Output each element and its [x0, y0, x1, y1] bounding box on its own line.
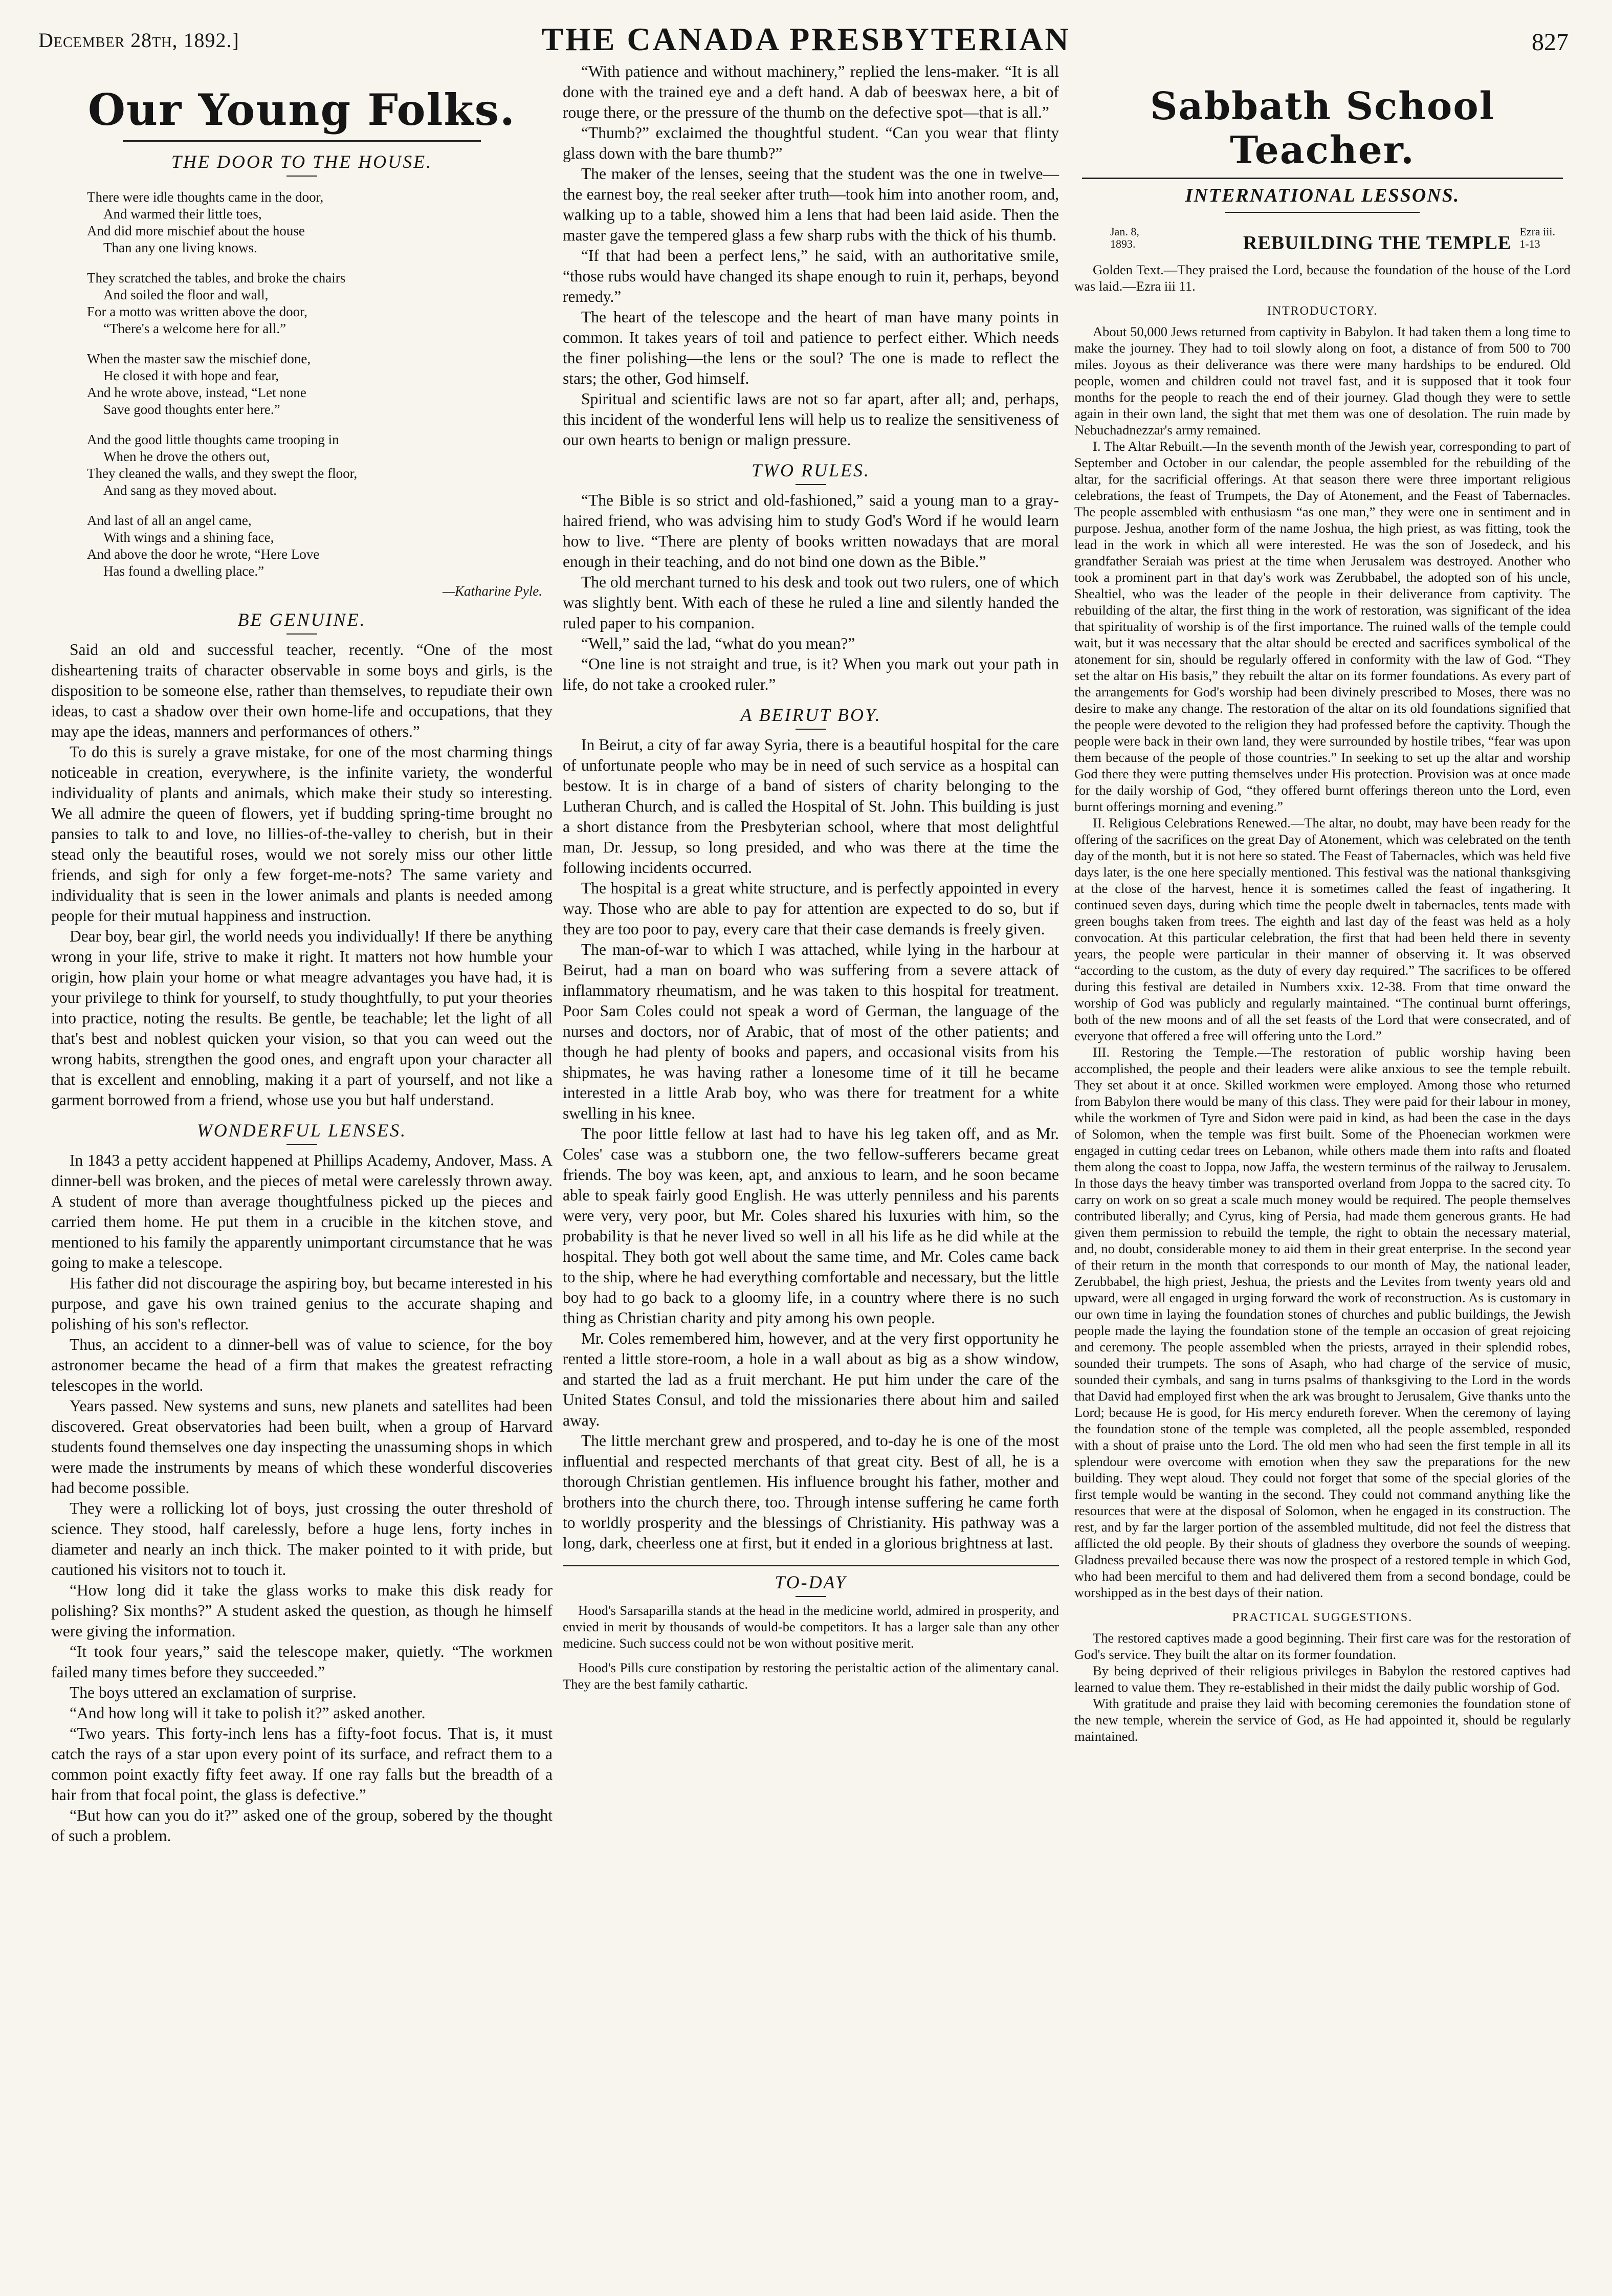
lesson-date-line: Jan. 8,	[1110, 225, 1139, 238]
poem-line: For a motto was written above the door,	[87, 304, 307, 319]
poem-line: And last of all an angel came,	[87, 513, 252, 528]
paragraph: His father did not discourage the aspiring boy, but became interested in his purpose, and gave his own trained genius to the accurate shaping and polishing of his son's reflector.	[51, 1274, 553, 1333]
paragraph: “Two years. This forty-inch lens has a fifty-foot focus. That is, it must catch the rays of a star upon every point of its surface, and refract them to a common point exactly fifty feet away. If one ray falls but the breadth of a hair from that focal point, the glass is defective.”	[51, 1724, 553, 1804]
poem-line: They cleaned the walls, and they swept the floor,	[87, 466, 358, 481]
poem-line: He closed it with hope and fear,	[103, 368, 279, 383]
paragraph: The man-of-war to which I was attached, while lying in the harbour at Beirut, had a man on board who was suffering from a severe attack of inflammatory rheumatism, and he was taken to this hospital for treatment. Poor Sam Coles could not speak a word of German, the language of the nurses and doctors, nor of Arabic, that of most of the other patients; and though he had plenty of books and papers, and occasional visits from his shipmates, he was having rather a lonesome time of it till he became interested in a little Arab boy, who was there for treatment for a white swelling in his knee.	[563, 941, 1059, 1122]
article-body	[563, 735, 1059, 1554]
paragraph: I. The Altar Rebuilt.—In the seventh month of the Jewish year, corresponding to part of September and October in our calendar, the people assembled for the rebuilding of the altar, for the sacrificial offerings. At that season there were three important religious celebrations, the feast of Trumpets, the Day of Atonement, and the Feast of Tabernacles. The people assembled with enthusiasm “as one man,” they were one in sentiment and in purpose. Jeshua, another form of the name Joshua, the high priest, as was fitting, took the lead in the work in which all were interested. He was the son of Josedeck, and his grandfather Seraiah was priest at the time when Jerusalem was destroyed. Another who took a prominent part in that day's work was Zerubbabel, the adopted son of his uncle, Shealtiel, who was the leader of the people in their deliverance from captivity. The rebuilding of the altar, the first thing in the work of restoration, was significant of the idea that spirituality of worship is of the first importance. The ruined walls of the temple could wait, but it was necessary that the altar should be erected and sacrifices symbolical of the atonement for sin, should be regularly offered in conformity with the law of God. “They set the altar on His basis,” they rebuilt the altar on its former foundations. As every part of the arrangements for God's worship had been divinely prescribed to Moses, there was no desire to make any change. The restoration of the altar on its old foundations signified that the people were devoted to the religion they had professed before the captivity. Though the people were back in their own land, they were surrounded by hostile tribes, “fear was upon them because of the people of those countries.” In seeking to set up the altar and worship God there they were putting themselves under His protection. Provision was at once made for the daily worship of God, “they offered burnt offerings thereon unto the Lord, even burnt offerings morning and evening.”	[1074, 439, 1571, 814]
poem-line: Than any one living knows.	[103, 240, 257, 255]
stanza	[87, 431, 553, 499]
paragraph: II. Religious Celebrations Renewed.—The altar, no doubt, may have been ready for the offering of the sacrifices on the great Day of Atonement, which was celebrated on the tenth day of the month, but it is not here so stated. The Feast of Tabernacles, which was held five days later, is the one here specially mentioned. This festival was the national thanksgiving at the close of the harvest, hence it is sometimes called the feast of ingathering. It continued seven days, during which time the people dwelt in tabernacles, tents made with green boughs taken from trees. The eighth and last day of the feast was held as a holy convocation. At this particular celebration, the first that had been held there in seventy years, the people were particular in their manner of observing it. It was observed “according to the custom, as the duty of every day required.” The sacrifices to be offered during this festival are detailed in Numbers xxix. 12-38. From that time onward the worship of God was publicly and regularly maintained. “The continual burnt offerings, both of the new moons and of all the set feasts of the Lord that were consecrated, and of everyone that offered a free will offering unto the Lord.”	[1074, 815, 1571, 1043]
section-title: A BEIRUT BOY.	[740, 705, 881, 725]
poem-line: When the master saw the mischief done,	[87, 351, 311, 366]
paragraph: Dear boy, bear girl, the world needs you individually! If there be anything wrong in your life, strive to make it right. It matters not how humble your origin, how plain your home or what meagre advantages you have had, it is your privilege to think for yourself, to study thoughtfully, to put your theories into practice, noting the results. Be gentle, be teachable; let the light of all that's best and noblest quicken your vision, so that you can weed out the wrong habits, strengthen the good ones, and engraft upon your character all that is excellent and ennobling, making it a part of yourself, and not like a garment borrowed from a friend, whose use you but half understand.	[51, 927, 553, 1109]
lesson-date-line: 1893.	[1110, 237, 1136, 250]
poem-line: And the good little thoughts came trooping in	[87, 432, 339, 447]
paragraph: Spiritual and scientific laws are not so far apart, after all; and, perhaps, this incident of the wonderful lens will help us to realize the sensitiveness of our own hearts to benign or malign pressure.	[563, 390, 1059, 449]
paragraph: The poor little fellow at last had to have his leg taken off, and as Mr. Coles' case was a stubborn one, the two fellow-sufferers became great friends. The boy was keen, apt, and anxious to learn, and he soon became able to speak fairly good English. He was utterly penniless and his parents were very, very poor, but Mr. Coles shared his luxuries with him, so the probability is that he never lived so well in all his life as he did while at the hospital. They both got well about the same time, and Mr. Coles came back to the ship, where he had everything comfortable and necessary, but the little boy had to go back to a gloomy life, in a country where there is no such thing as Christian charity and pity among his own people.	[563, 1125, 1059, 1327]
divider	[796, 484, 826, 485]
poem-line: And warmed their little toes,	[103, 206, 262, 222]
poem-author: —Katharine Pyle.	[443, 583, 542, 599]
poem-line: Save good thoughts enter here.”	[103, 402, 280, 417]
stanza	[87, 270, 553, 337]
poem-line: “There's a welcome here for all.”	[103, 321, 286, 336]
lesson-date	[1110, 226, 1139, 250]
paragraph: The boys uttered an exclamation of surprise.	[70, 1683, 357, 1701]
poem-line: And did more mischief about the house	[87, 223, 305, 238]
divider	[1225, 212, 1420, 213]
lesson-reference	[1519, 226, 1555, 250]
paragraph: “The Bible is so strict and old-fashioned,” said a young man to a gray-haired friend, who was advising him to study God's Word if he would learn how to live. “There are plenty of books written nowadays that are moral enough in their teaching, and do not bind one down as the Bible.”	[563, 491, 1059, 571]
subsection-title: PRACTICAL SUGGESTIONS.	[1232, 1611, 1413, 1624]
paragraph: By being deprived of their religious privileges in Babylon the restored captives had learned to value them. They re-established in their midst the daily public worship of God.	[1074, 1663, 1571, 1695]
paragraph: “And how long will it take to polish it?” asked another.	[70, 1704, 426, 1722]
poem	[87, 189, 553, 600]
divider	[286, 176, 317, 177]
divider	[286, 1144, 317, 1145]
divider	[796, 1596, 826, 1597]
poem-line: And he wrote above, instead, “Let none	[87, 385, 306, 400]
practical-suggestions	[1074, 1630, 1571, 1744]
poem-line: With wings and a shining face,	[103, 530, 274, 545]
advertisement	[563, 1602, 1059, 1692]
sabbath-school-masthead: Sabbath School Teacher.	[1150, 84, 1495, 172]
paragraph: To do this is surely a grave mistake, for one of the most charming things noticeable in creation, everywhere, is the infinite variety, the wonderful individuality of plants and animals, which make their study so interesting. We all admire the queen of flowers, yet if budding spring-time brought no pansies to talk to and love, no lillies-of-the-valley to cherish, but in their stead only the beautiful roses, would we not sorely miss our other little friends, and sigh for only a few forget-me-nots? The same variety and individuality that is seen in the lower animals and plants is needed among people for their mutual happiness and instruction.	[51, 743, 553, 925]
newspaper-title: THE CANADA PRESBYTERIAN	[541, 21, 1071, 57]
paragraph: Hood's Pills cure constipation by restoring the peristaltic action of the alimentary canal. They are the best family cathartic.	[563, 1660, 1059, 1692]
paragraph: Golden Text.—They praised the Lord, because the foundation of the house of the Lord was laid.—Ezra iii 11.	[1074, 262, 1571, 294]
paragraph: Thus, an accident to a dinner-bell was of value to science, for the boy astronomer became the head of a firm that makes the greatest refracting telescopes in the world.	[51, 1336, 553, 1394]
young-folks-masthead: Our Young Folks.	[87, 84, 516, 135]
paragraph: “How long did it take the glass works to make this disk ready for polishing? Six months?” A student asked the question, as though he himself were giving the information.	[51, 1581, 553, 1640]
section-title: WONDERFUL LENSES.	[196, 1120, 407, 1141]
article-body	[563, 490, 1059, 695]
poem-line: They scratched the tables, and broke the chairs	[87, 270, 346, 286]
paragraph: In 1843 a petty accident happened at Phillips Academy, Andover, Mass. A dinner-bell was broken, and the pieces of metal were carelessly thrown away. A student of more than average thoughtfulness picked up the pieces and carried them home. He put them in a crucible in the kitchen stove, and mentioned to his family the apparently unimportant circumstance that he was going to make a telescope.	[51, 1151, 553, 1272]
stanza	[87, 512, 553, 580]
divider	[286, 633, 317, 635]
lesson-heading	[1074, 226, 1571, 261]
paragraph: “But how can you do it?” asked one of the group, sobered by the thought of such a problem.	[51, 1806, 553, 1845]
poem-line: There were idle thoughts came in the door,	[87, 189, 324, 205]
paragraph: Mr. Coles remembered him, however, and at the very first opportunity he rented a little store-room, a hole in a wall about as big as a show window, and started the lad as a fruit merchant. He put him under the care of the United States Consul, and told the missionaries there about him and sailed away.	[563, 1329, 1059, 1429]
right-column	[1074, 77, 1571, 1744]
lesson-title: REBUILDING THE TEMPLE	[1243, 232, 1512, 254]
article-body	[51, 640, 553, 1110]
paragraph: Years passed. New systems and suns, new planets and satellites had been discovered. Great observatories had been built, when a group of Harvard students found themselves one day inspecting the unassuming shops in which were made the instruments by means of which these wonderful discoveries had become possible.	[51, 1397, 553, 1497]
paragraph: III. Restoring the Temple.—The restoration of public worship having been accomplished, the people and their leaders were alike anxious to see the temple rebuilt. They set about it at once. Skilled workmen were employed. Among those who returned from Babylon there would be many of this class. They were paid for their labour in money, while the workmen of Tyre and Sidon were paid in kind, as had been the case in the days of Solomon, when the temple was first built. Some of the Phoenecian workmen were engaged in cutting cedar trees on Lebanon, while others made them into rafts and floated them along the coast to Joppa, now Jaffa, the western terminus of the railway to Jerusalem. In those days the heavy timber was transported overland from Joppa to the sacred city. To carry on work on so great a scale much money would be required. The people themselves contributed liberally; and Cyrus, king of Persia, had made them generous grants. He had given them permission to rebuild the temple, the right to obtain the necessary material, and, no doubt, considerable money to aid them in their great enterprise. In the second year of their return in the month that corresponds to our month of May, the national leader, Zerubbabel, the high priest, Jeshua, the priests and the Levites from twenty years old and upward, were all engaged in urging forward the work of reconstruction. As is customary in our own time in laying the foundation stones of churches and public buildings, the Jewish people made the laying the foundation stone of the temple an occasion of great rejoicing and ceremony. The people assembled when the priests, arrayed in their splendid robes, sounded their trumpets. The sons of Asaph, who had charge of the service of music, sounded their cymbals, and sang in turns psalms of thanksgiving to the Lord in the words that David had employed first when the ark was brought to Jerusalem, Give thanks unto the Lord; because He is good, for His mercy endureth forever. When the ceremony of laying the foundation stone of the temple was completed, all the people assembled, responded with a shout of praise unto the Lord. The old men who had seen the first temple in all its splendour were overcome with emotion when they saw the preparations for the new building. They wept aloud. They could not forget that some of the special glories of the first temple would be wanting in the second. They could not command anything like the resources that were at the disposal of Solomon, when he engaged in its construction. The rest, and by far the larger portion of the assembled multitude, did not feel the distress that afflicted the old people. By their shouts of gladness they overbore the sounds of weeping. Gladness prevailed because there was now the prospect of a restored temple in which God, who had been merciful to them and had delivered them from a second bondage, could be worshipped as in the best days of their nation.	[1074, 1044, 1571, 1600]
divider	[796, 729, 826, 730]
section-title: TO-DAY	[775, 1572, 847, 1592]
section-title: BE GENUINE.	[237, 609, 366, 630]
article-body	[51, 1150, 553, 1846]
paragraph: About 50,000 Jews returned from captivity in Babylon. It had taken them a long time to make the journey. They had to toil slowly along on foot, a distance of from 500 to 700 miles. Joyous as their deliverance was there were many hardships to be endured. Old people, women and children could not travel fast, and it is supposed that it took four months for the people to reach the end of their journey. Glad though they were to settle again in their own land, the sight that met them was one of desolation. The ruin made by Nebuchadnezzar's army remained.	[1074, 324, 1571, 438]
poem-line: And above the door he wrote, “Here Love	[87, 546, 320, 562]
paragraph: In Beirut, a city of far away Syria, there is a beautiful hospital for the care of unfortunate people who may be in need of such service as a hospital can bestow. It is in charge of a band of sisters of charity belonging to the Lutheran Church, and is called the Hospital of St. John. This building is just a short distance from the Presbyterian school, where that most delightful man, Dr. Jessup, so long presided, and who was there at the time the following incidents occurred.	[563, 736, 1059, 877]
stanza	[87, 189, 553, 256]
poem-line: Has found a dwelling place.”	[103, 563, 264, 579]
section-title: INTERNATIONAL LESSONS.	[1185, 185, 1460, 206]
middle-column	[563, 61, 1059, 1692]
paragraph: With gratitude and praise they laid with becoming ceremonies the foundation stone of the new temple, wherein the service of God, as He had appointed it, should be regularly maintained.	[1074, 1696, 1571, 1744]
golden-text	[1074, 261, 1571, 294]
stanza	[87, 351, 553, 418]
lesson-reference-line: 1-13	[1519, 237, 1540, 250]
divider	[123, 140, 481, 142]
paragraph: “With patience and without machinery,” replied the lens-maker. “It is all done with the trained eye and a deft hand. A dab of beeswax here, a bit of rouge there, or the pressure of the thumb on the defective spot—that is all.”	[563, 62, 1059, 121]
paragraph: “Well,” said the lad, “what do you mean?”	[581, 635, 855, 652]
paragraph: “If that had been a perfect lens,” he said, with an authoritative smile, “those rubs would have changed its shape enough to ruin it, perhaps, beyond remedy.”	[563, 247, 1059, 305]
paragraph: Said an old and successful teacher, recently. “One of the most disheartening traits of character observable in some boys and girls, is the disposition to be someone else, rather than themselves, to repudiate their own ideas, to cast a shadow over their own home-life and occupations, that they may ape the ideas, manners and performances of others.”	[51, 641, 553, 740]
paragraph: The old merchant turned to his desk and took out two rulers, one of which was slightly bent. With each of these he ruled a line and silently handed the ruled paper to his companion.	[563, 573, 1059, 632]
poem-title: THE DOOR TO THE HOUSE.	[171, 151, 433, 172]
poem-line: When he drove the others out,	[103, 449, 270, 464]
section-title: TWO RULES.	[751, 460, 870, 480]
poem-line: And sang as they moved about.	[103, 483, 277, 498]
paragraph: “It took four years,” said the telescope maker, quietly. “The workmen failed many times before they succeeded.”	[51, 1643, 553, 1681]
paragraph: The restored captives made a good beginning. Their first care was for the restoration of God's service. They built the altar on its former foundation.	[1074, 1630, 1571, 1662]
issue-date: December 28th, 1892.]	[38, 29, 239, 52]
paragraph: They were a rollicking lot of boys, just crossing the outer threshold of science. They stood, half carelessly, before a huge lens, forty inches in diameter and nearly an inch thick. The maker pointed to it with pride, but cautioned his visitors not to touch it.	[51, 1499, 553, 1579]
paragraph: Hood's Sarsaparilla stands at the head in the medicine world, admired in prosperity, and envied in merit by thousands of would-be competitors. It has a larger sale than any other medicine. Such success could not be won without positive merit.	[563, 1603, 1059, 1651]
divider	[1082, 178, 1563, 179]
paragraph: “Thumb?” exclaimed the thoughtful student. “Can you wear that flinty glass down with the bare thumb?”	[563, 124, 1059, 162]
article-continuation	[563, 61, 1059, 450]
divider	[563, 1565, 1059, 1566]
poem-line: And soiled the floor and wall,	[103, 287, 269, 302]
paragraph: The maker of the lenses, seeing that the student was the one in twelve—the earnest boy, the real seeker after truth—took him into another room, and, walking up to a table, showed him a lens that had been laid aside. Then the master gave the tempered glass a few sharp rubs with the thick of his thumb.	[563, 165, 1059, 244]
paragraph: The heart of the telescope and the heart of man have many points in common. It takes years of toil and patience to perfect either. Which needs the finer polishing—the lens or the soul? The one is made to reflect the stars; the other, God himself.	[563, 308, 1059, 387]
paragraph: The hospital is a great white structure, and is perfectly appointed in every way. Those who are able to pay for attention are expected to do so, but if they are too poor to pay, every care that their case demands is freely given.	[563, 879, 1059, 938]
page-number: 827	[1532, 29, 1569, 56]
lesson-body	[1074, 323, 1571, 1601]
paragraph: “One line is not straight and true, is it? When you mark out your path in life, do not take a crooked ruler.”	[563, 655, 1059, 693]
left-column	[51, 77, 553, 1846]
subsection-title: INTRODUCTORY.	[1267, 304, 1378, 318]
lesson-reference-line: Ezra iii.	[1519, 225, 1555, 238]
paragraph: The little merchant grew and prospered, and to-day he is one of the most influential and respected merchants of that great city. Best of all, he is a thorough Christian gentlemen. His influence brought his father, mother and brothers into the church there, too. Through intense suffering he came forth to worldly prosperity and the blessings of Christianity. His pathway was a long, dark, cheerless one at first, but it ended in a glorious brightness at last.	[563, 1432, 1059, 1552]
